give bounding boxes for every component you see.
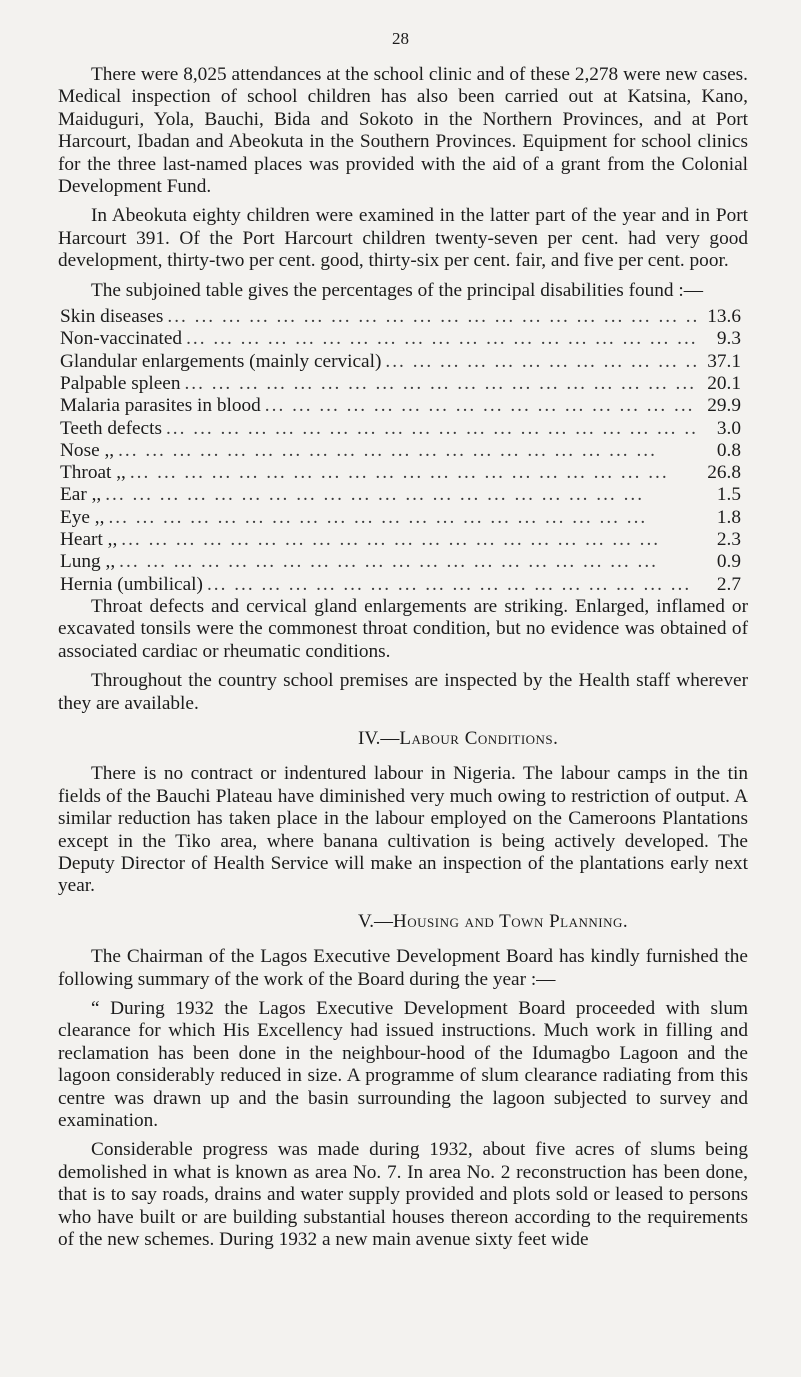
table-row xyxy=(60,574,741,596)
paragraph-premises: Throughout the country school premises are inspected by the Health staff wherever they are available. xyxy=(58,670,748,714)
table-row xyxy=(60,484,741,506)
row-label: Non-vaccinated xyxy=(60,328,183,350)
paragraph-abeokuta: In Abeokuta eighty children were examined in the latter part of the year and in Port Harcourt 391. Of the Port Harcourt children twenty-seven per cent. had very good development, thirty-two per cent. good, thirty-six per cent. fair, and five per cent. poor. xyxy=(58,205,748,272)
table-row xyxy=(60,306,741,328)
row-label: Lung ,, xyxy=(60,551,116,573)
row-value: 1.8 xyxy=(716,506,741,528)
row-value: 20.1 xyxy=(707,372,741,394)
body-text xyxy=(58,64,748,1251)
row-label: Skin diseases xyxy=(60,306,164,328)
row-value: 29.9 xyxy=(707,395,741,417)
disabilities-table xyxy=(60,306,741,596)
row-value: 9.3 xyxy=(716,328,741,350)
section-title: Labour Conditions. xyxy=(399,727,559,749)
table-row xyxy=(60,373,741,395)
table-row xyxy=(60,529,741,551)
row-value: 0.9 xyxy=(716,551,741,573)
section-title: Housing and Town Planning. xyxy=(393,910,629,932)
row-label: Malaria parasites in blood xyxy=(60,395,261,417)
row-value: 37.1 xyxy=(707,350,741,372)
row-label: Palpable spleen xyxy=(60,372,181,394)
row-value: 0.8 xyxy=(716,439,741,461)
table-row xyxy=(60,440,741,462)
paragraph-table-intro: The subjoined table gives the percentages of the principal disabilities found :— xyxy=(91,279,704,301)
row-label: Teeth defects xyxy=(60,417,162,439)
row-value: 2.7 xyxy=(716,573,741,595)
row-label: Glandular enlargements (mainly cervical) xyxy=(60,350,382,372)
table-row xyxy=(60,507,741,529)
paragraph-throat-defects: Throat defects and cervical gland enlargements are striking. Enlarged, inflamed or excavated tonsils were the commonest throat condition, but no evidence was obtained of associated cardiac or rheumatic conditions. xyxy=(58,595,748,662)
table-row xyxy=(60,418,741,440)
table-row xyxy=(60,328,741,350)
row-value: 26.8 xyxy=(707,462,741,484)
table-row xyxy=(60,462,741,484)
row-value: 1.5 xyxy=(716,484,741,506)
table-row xyxy=(60,351,741,373)
section-heading-labour xyxy=(58,728,748,750)
row-label: Heart ,, xyxy=(60,529,118,551)
page-number: 28 xyxy=(392,29,409,48)
paragraph-labour: There is no contract or indentured labour in Nigeria. The labour camps in the tin fields of the Bauchi Plateau have diminished very much owing to restriction of output. A similar reduction has taken place in the labour employed on the Cameroons Plantations except in the Tiko area, where banana cultivation is being actively developed. The Deputy Director of Health Service will make an inspection of the plantations early next year. xyxy=(58,763,748,897)
row-value: 2.3 xyxy=(716,529,741,551)
section-heading-housing xyxy=(58,911,748,933)
section-number: V.— xyxy=(358,910,394,932)
row-label: Ear ,, xyxy=(60,484,102,506)
row-label: Throat ,, xyxy=(60,462,126,484)
row-label: Nose ,, xyxy=(60,439,115,461)
paragraph-progress: Considerable progress was made during 1932, about five acres of slums being demolished in what is known as area No. 7. In area No. 2 reconstruction has been done, that is to say roads, drains and water supply provided and plots sold or leased to persons who have built or are building substantial houses thereon according to the requirements of the new schemes. During 1932 a new main avenue sixty feet wide xyxy=(58,1139,748,1251)
paragraph-lagos-board: The Chairman of the Lagos Executive Development Board has kindly furnished the following summary of the work of the Board during the year :— xyxy=(58,946,748,990)
table-row xyxy=(60,395,741,417)
section-number: IV.— xyxy=(358,727,400,749)
paragraph-slum-clearance: “ During 1932 the Lagos Executive Development Board proceeded with slum clearance for which His Excellency had issued instructions. Much work in filling and reclamation has been done in the neighbour-hood of the Idumagbo Lagoon and the lagoon considerably reduced in size. A programme of slum clearance radiating from this centre was drawn up and the basin surrounding the lagoon subjected to survey and examination. xyxy=(58,998,748,1132)
row-label: Eye ,, xyxy=(60,506,105,528)
table-row xyxy=(60,551,741,573)
row-value: 13.6 xyxy=(707,306,741,328)
row-label: Hernia (umbilical) xyxy=(60,573,203,595)
row-value: 3.0 xyxy=(716,417,741,439)
paragraph-school-clinic: There were 8,025 attendances at the school clinic and of these 2,278 were new cases. Medical inspection of school children has also been carried out at Katsina, Kano, Maiduguri, Yola, Bauchi, Bida and Sokoto in the Northern Provinces, and at Port Harcourt, Ibadan and Abeokuta in the Southern Provinces. Equipment for school clinics for the three last-named places was provided with the aid of a grant from the Colonial Development Fund. xyxy=(58,64,748,198)
